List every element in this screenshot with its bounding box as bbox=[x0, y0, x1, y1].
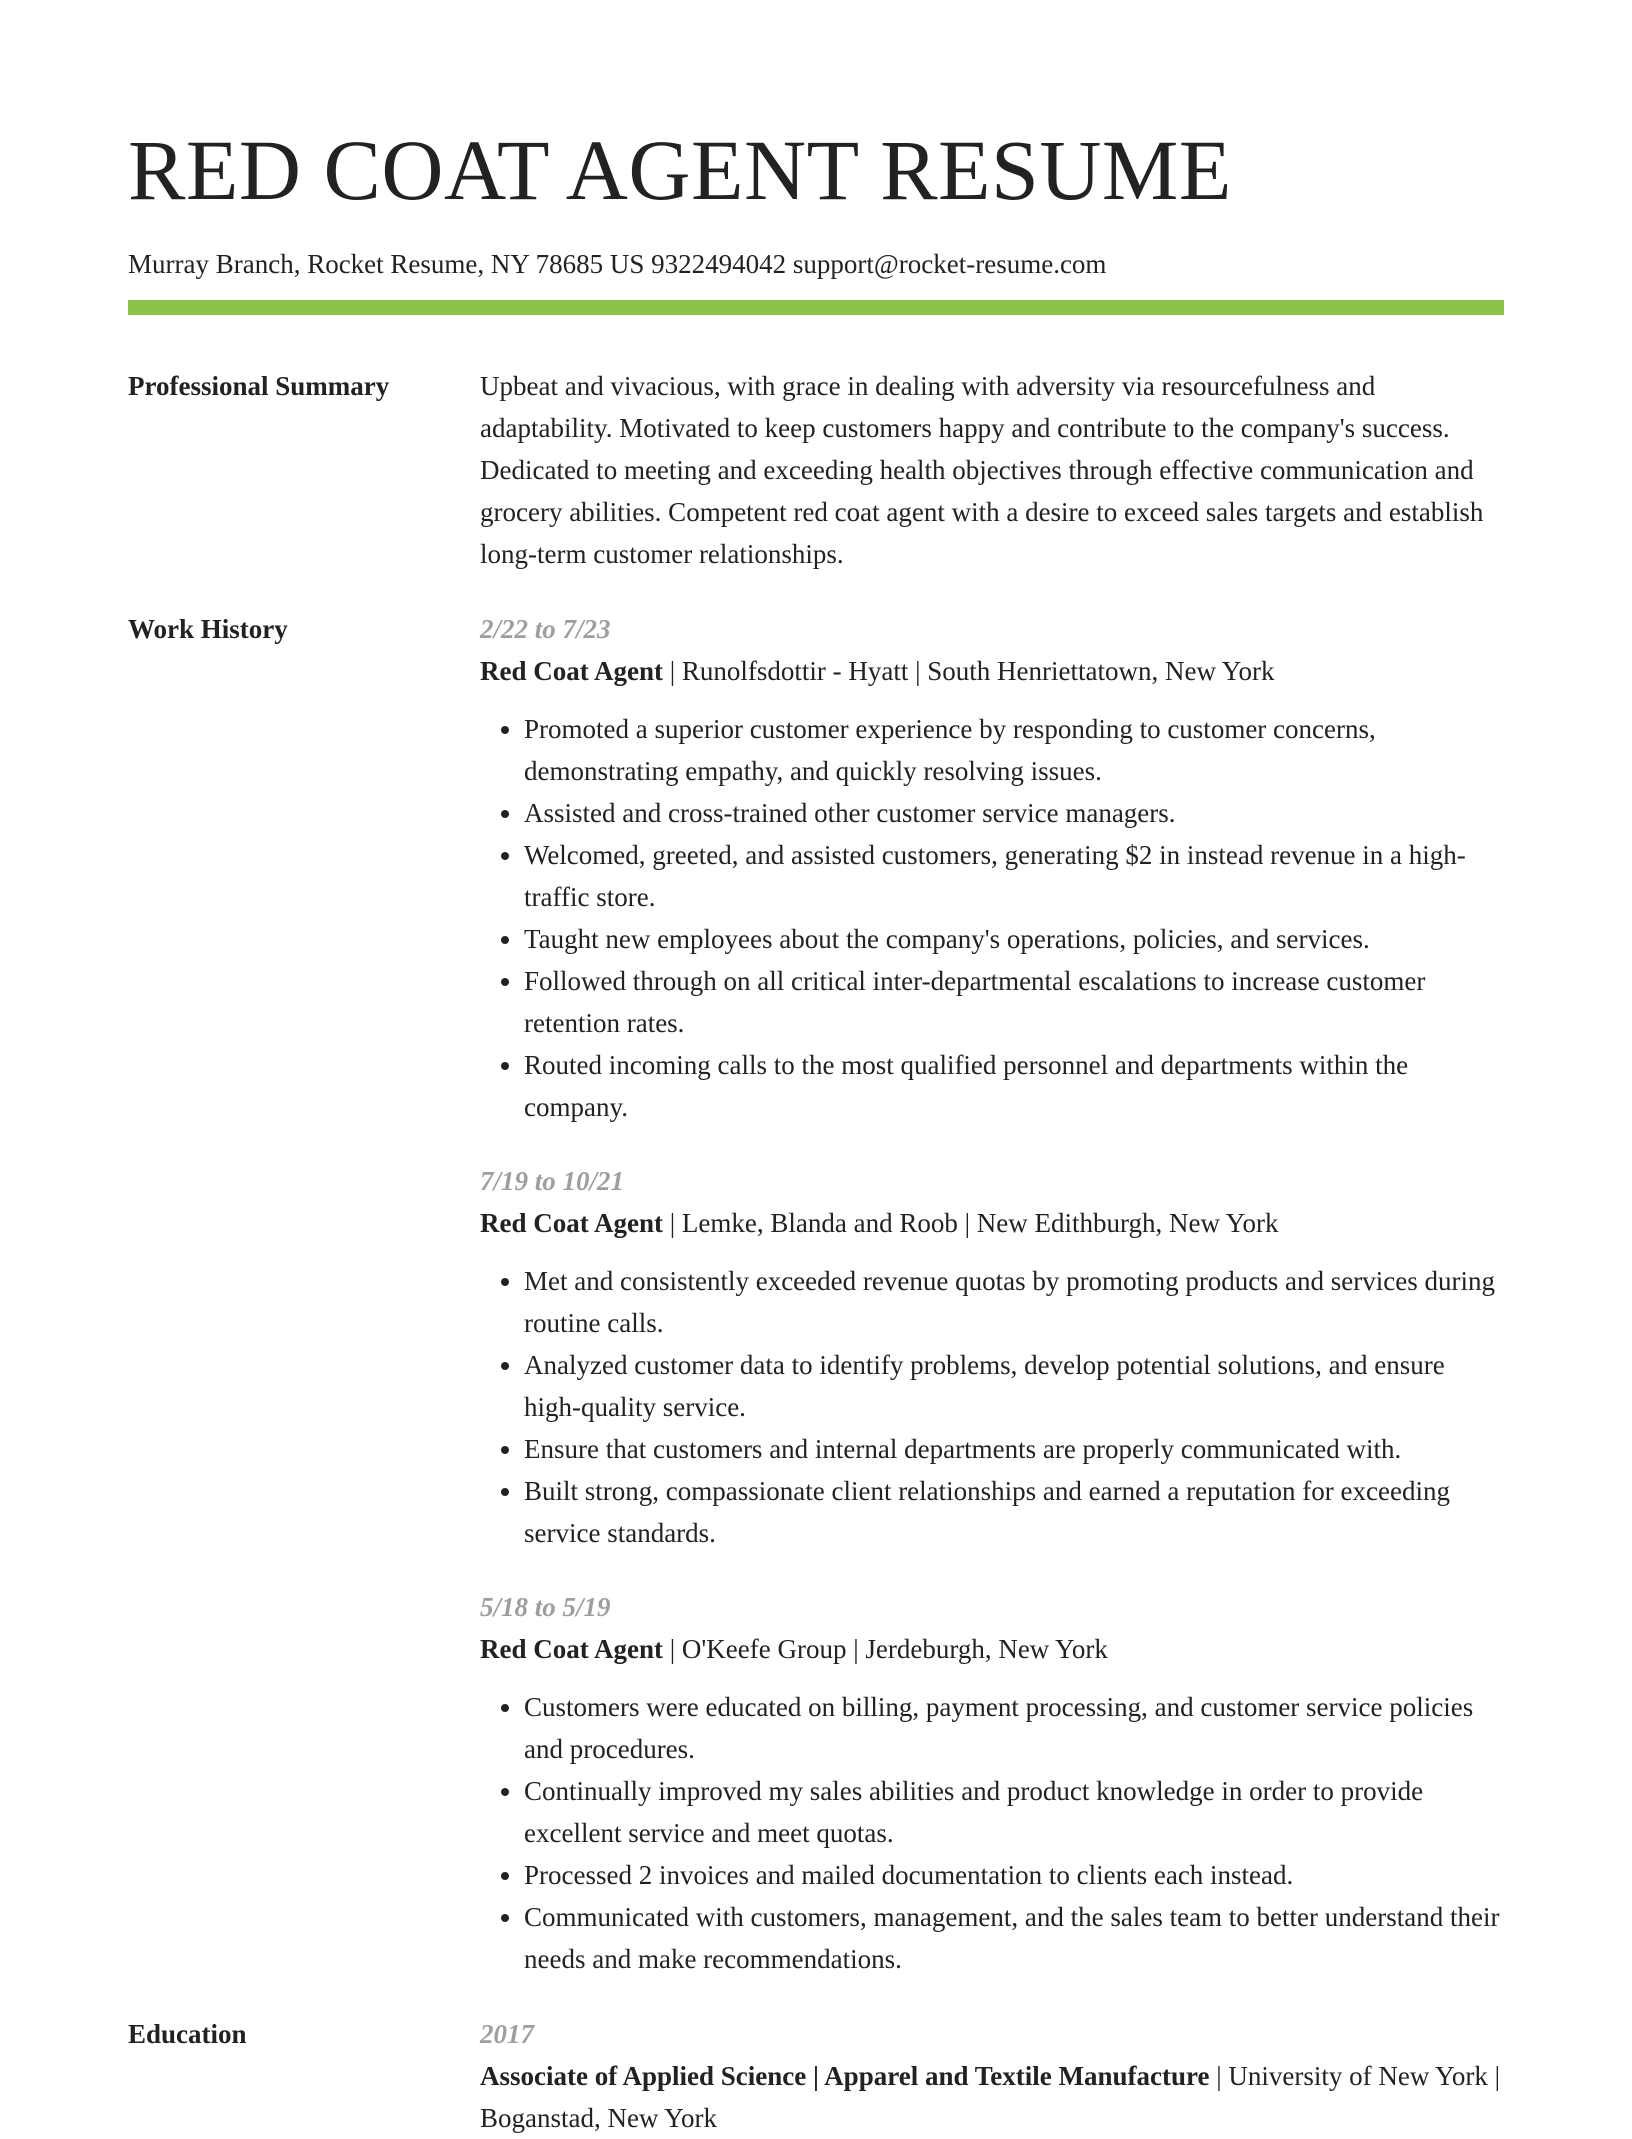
job-bullet: • Followed through on all critical inter-departmental escalations to increase customer retention rates. bbox=[524, 960, 1504, 1044]
resume-title: RED COAT AGENT RESUME bbox=[128, 122, 1232, 218]
education-degree: Associate of Applied Science | Apparel and Textile Manufacture bbox=[480, 2061, 1210, 2091]
job-bullet: • Assisted and cross-trained other customer service managers. bbox=[524, 792, 1504, 834]
job-title: Red Coat Agent bbox=[480, 1634, 663, 1664]
education-year: 2017 bbox=[480, 2019, 534, 2049]
job-employer-location: | Runolfsdottir - Hyatt | South Henriettatown, New York bbox=[663, 656, 1275, 686]
job-employer-location: | Lemke, Blanda and Roob | New Edithburgh, New York bbox=[663, 1208, 1279, 1238]
job-title: Red Coat Agent bbox=[480, 1208, 663, 1238]
job-bullet: • Communicated with customers, management, and the sales team to better understand their needs and make recommendations. bbox=[524, 1896, 1504, 1980]
job-dates: 2/22 to 7/23 bbox=[480, 614, 611, 644]
job-entry bbox=[480, 1160, 1504, 1554]
summary-heading: Professional Summary bbox=[128, 371, 390, 401]
work-history-section bbox=[128, 608, 1504, 1980]
job-role-line bbox=[480, 1202, 1504, 1244]
job-bullet: • Welcomed, greeted, and assisted customers, generating $2 in instead revenue in a high-traffic store. bbox=[524, 834, 1504, 918]
job-bullet-list bbox=[480, 708, 1504, 1128]
job-bullet: • Ensure that customers and internal departments are properly communicated with. bbox=[524, 1428, 1504, 1470]
job-bullet: • Taught new employees about the company's operations, policies, and services. bbox=[524, 918, 1504, 960]
job-dates: 7/19 to 10/21 bbox=[480, 1166, 625, 1196]
job-title: Red Coat Agent bbox=[480, 656, 663, 686]
job-dates: 5/18 to 5/19 bbox=[480, 1592, 611, 1622]
contact-line: Murray Branch, Rocket Resume, NY 78685 US 9322494042 support@rocket-resume.com bbox=[128, 249, 1107, 279]
job-bullet-list bbox=[480, 1260, 1504, 1554]
education-section bbox=[128, 2013, 1504, 2139]
work-history-list bbox=[480, 608, 1504, 1980]
summary-text: Upbeat and vivacious, with grace in dealing with adversity via resourcefulness and adaptability. Motivated to keep customers happy and contribute to the company's success. Dedicated to meeting and exceeding health objectives through effective communication and grocery abilities. Competent red coat agent with a desire to exceed sales targets and establish long-term customer relationships. bbox=[480, 371, 1484, 569]
job-bullet: • Customers were educated on billing, payment processing, and customer service policies and procedures. bbox=[524, 1686, 1504, 1770]
job-entry bbox=[480, 1586, 1504, 1980]
education-entry bbox=[480, 2013, 1504, 2139]
job-bullet: • Built strong, compassionate client relationships and earned a reputation for exceeding service standards. bbox=[524, 1470, 1504, 1554]
accent-divider bbox=[128, 300, 1504, 315]
job-role-line bbox=[480, 1628, 1504, 1670]
job-employer-location: | O'Keefe Group | Jerdeburgh, New York bbox=[663, 1634, 1108, 1664]
job-role-line bbox=[480, 650, 1504, 692]
job-entry bbox=[480, 608, 1504, 1128]
education-line bbox=[480, 2055, 1504, 2139]
work-history-heading: Work History bbox=[128, 614, 288, 644]
summary-section bbox=[128, 365, 1504, 575]
job-bullet: • Analyzed customer data to identify problems, develop potential solutions, and ensure high-quality service. bbox=[524, 1344, 1504, 1428]
education-heading: Education bbox=[128, 2019, 247, 2049]
job-bullet: • Promoted a superior customer experience by responding to customer concerns, demonstrating empathy, and quickly resolving issues. bbox=[524, 708, 1504, 792]
job-bullet: • Met and consistently exceeded revenue quotas by promoting products and services during routine calls. bbox=[524, 1260, 1504, 1344]
job-bullet: • Processed 2 invoices and mailed documentation to clients each instead. bbox=[524, 1854, 1504, 1896]
education-school: | University of New York | Boganstad, New York bbox=[480, 2061, 1501, 2133]
job-bullet: • Continually improved my sales abilities and product knowledge in order to provide excellent service and meet quotas. bbox=[524, 1770, 1504, 1854]
job-bullet-list bbox=[480, 1686, 1504, 1980]
job-bullet: • Routed incoming calls to the most qualified personnel and departments within the company. bbox=[524, 1044, 1504, 1128]
